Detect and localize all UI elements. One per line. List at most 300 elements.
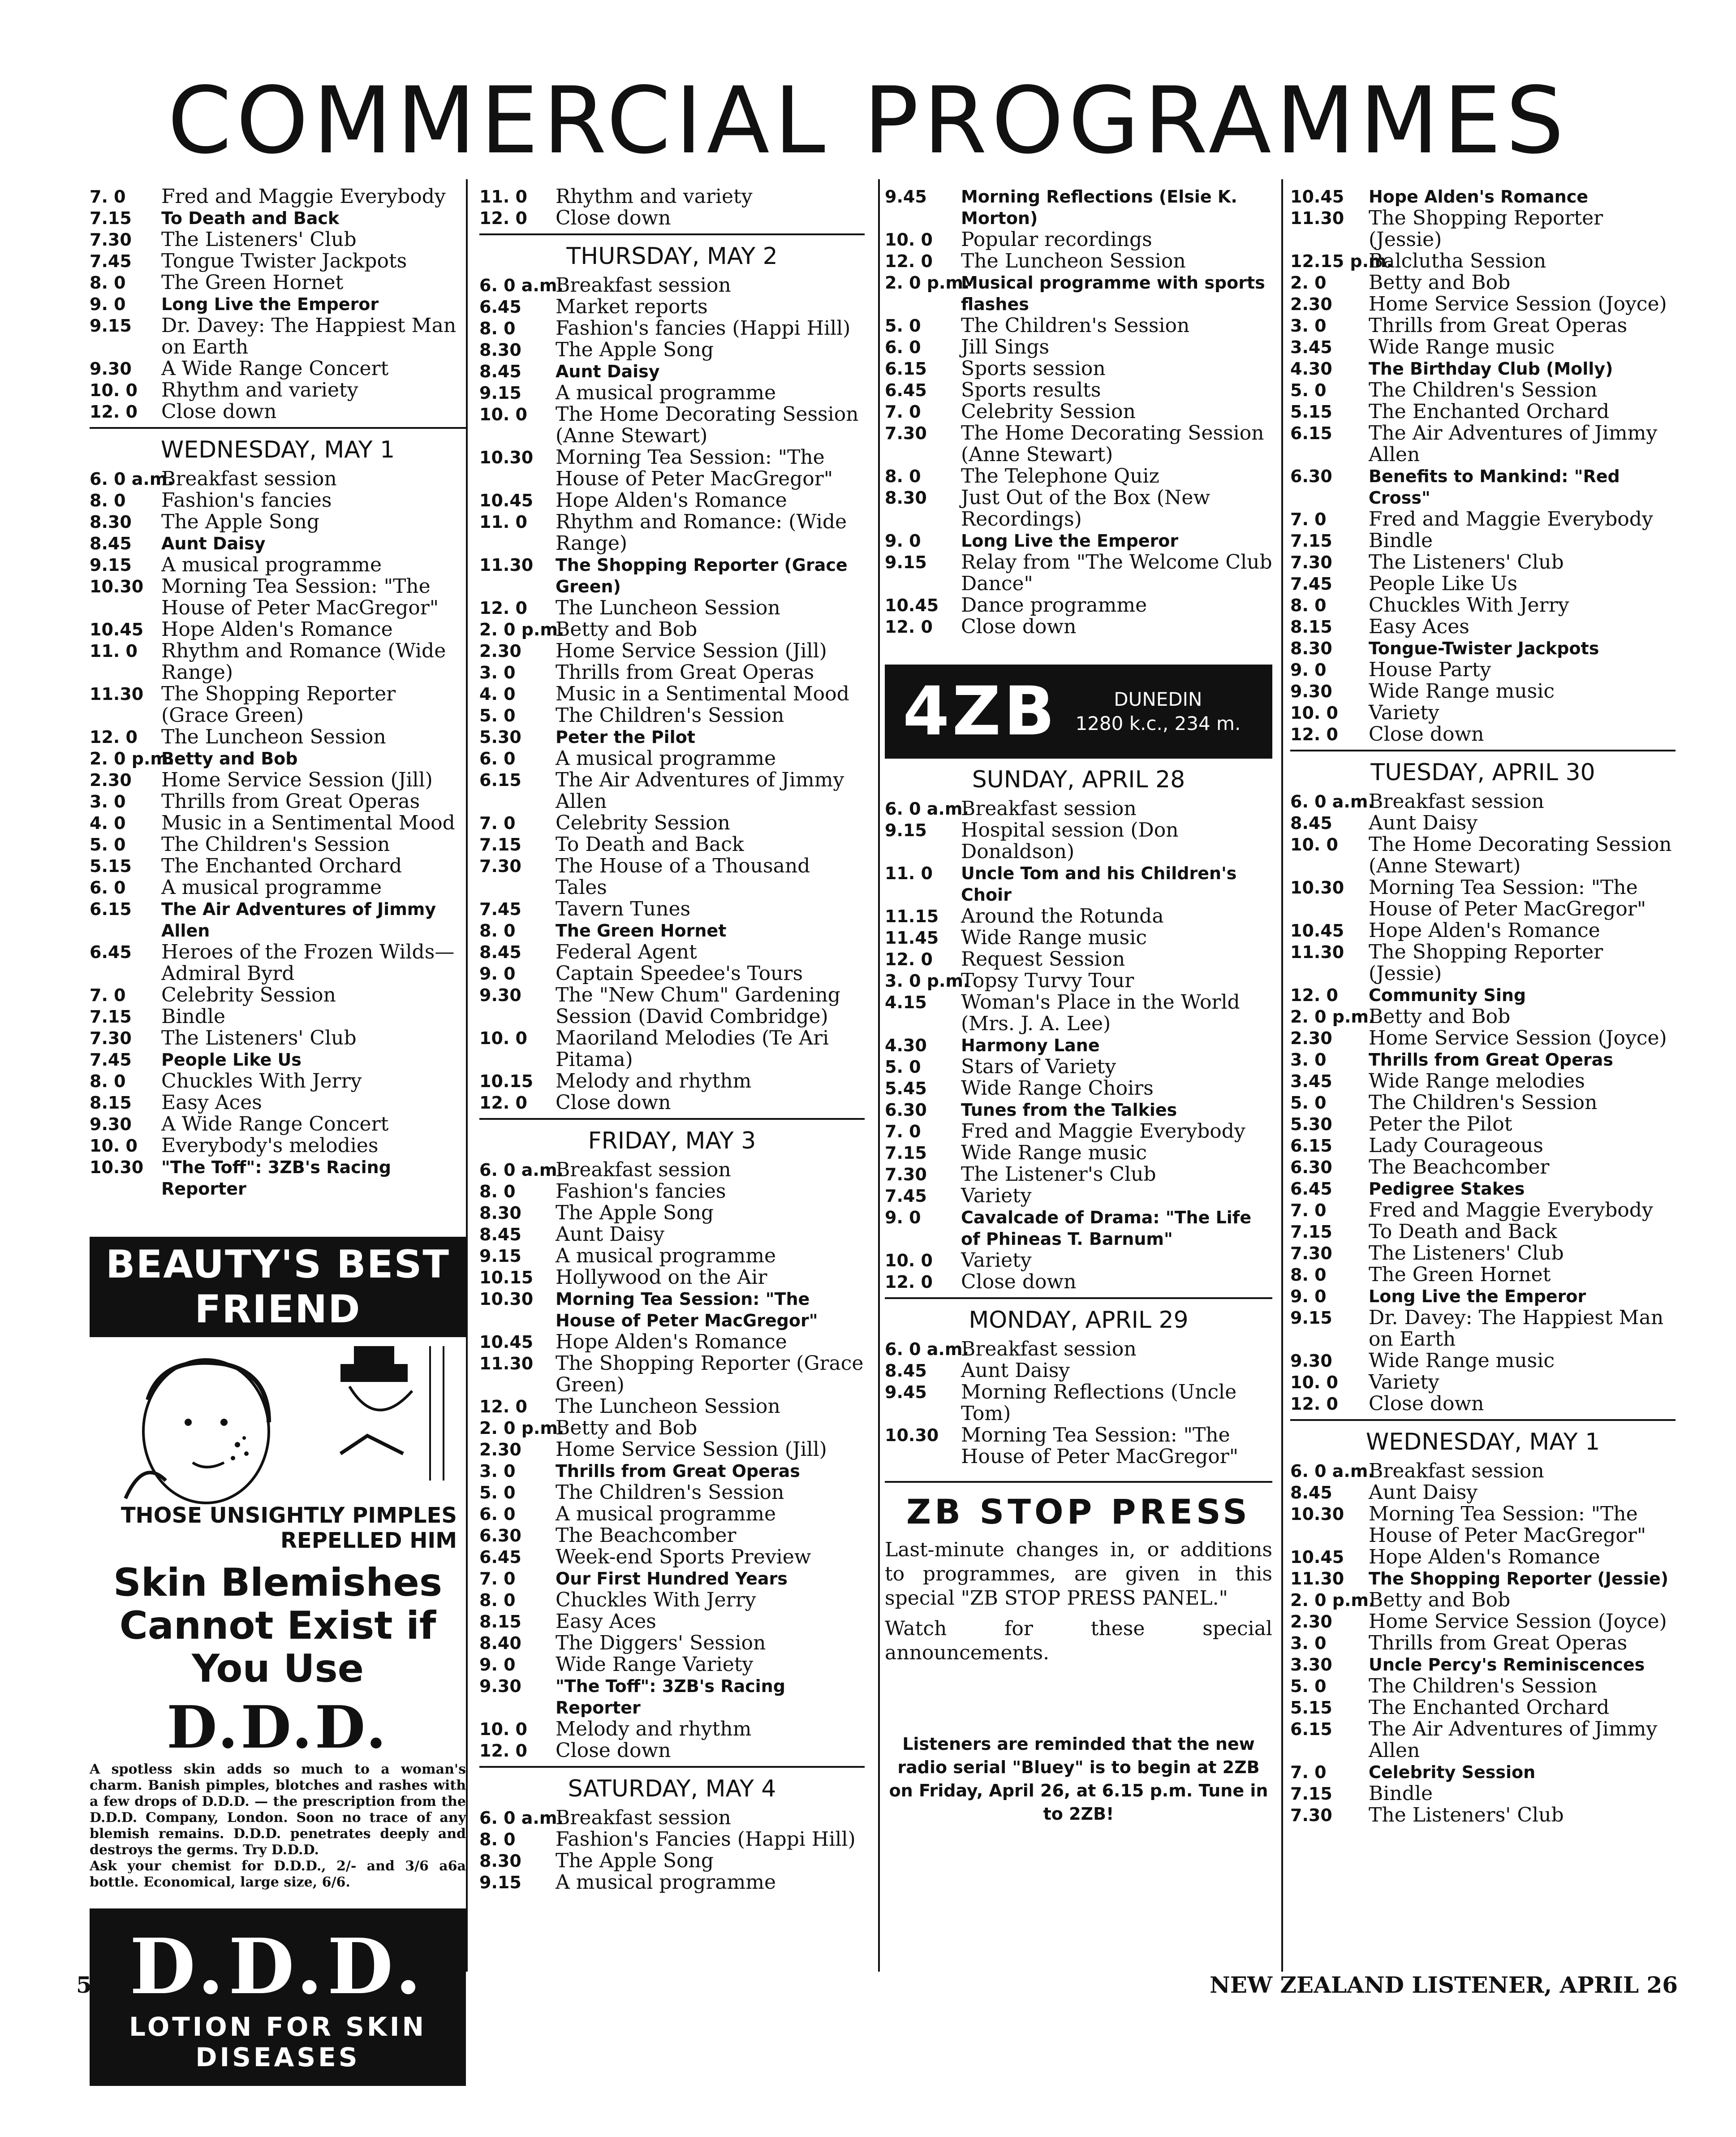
programme-title: The Children's Session — [1369, 1675, 1598, 1697]
programme-entry — [90, 683, 466, 726]
programme-entry — [479, 1267, 865, 1288]
programme-time: 6. 0 — [479, 1504, 516, 1524]
programme-time: 7. 0 — [1290, 509, 1327, 529]
programme-time: 12. 0 — [1290, 985, 1338, 1005]
programme-time: 7.30 — [90, 230, 132, 250]
programme-entry — [885, 337, 1272, 358]
programme-time: 11.30 — [1290, 942, 1344, 962]
programme-title: Tongue-Twister Jackpots — [1369, 639, 1599, 658]
day-heading: SUNDAY, APRIL 28 — [972, 766, 1185, 793]
programme-entry — [885, 250, 1272, 272]
programme-entry — [479, 1027, 865, 1071]
programme-title: Popular recordings — [961, 228, 1152, 251]
programme-title: Our First Hundred Years — [556, 1569, 788, 1589]
programme-time: 3.30 — [1290, 1655, 1332, 1675]
programme-time: 10.45 — [1290, 187, 1344, 207]
programme-time: 8. 0 — [479, 921, 516, 941]
programme-title: Chuckles With Jerry — [1369, 594, 1569, 617]
programme-entry — [1290, 1675, 1676, 1697]
programme-title: Market reports — [556, 295, 708, 318]
programme-title: The Shopping Reporter (Grace Green) — [556, 1352, 864, 1396]
programme-title: Wide Range Variety — [556, 1653, 754, 1676]
programme-time: 7. 0 — [885, 1122, 921, 1141]
programme-time: 10. 0 — [1290, 703, 1338, 723]
programme-time: 2. 0 p.m. — [90, 749, 175, 768]
programme-entry — [1290, 702, 1676, 724]
programme-time: 7.30 — [1290, 553, 1332, 572]
programme-title: Musical programme with sports flashes — [961, 273, 1265, 314]
programme-title: Home Service Session (Jill) — [556, 639, 827, 662]
programme-entry — [479, 186, 865, 207]
programme-title: Close down — [1369, 1392, 1484, 1415]
programme-time: 10. 0 — [885, 1251, 933, 1270]
programme-entry — [885, 530, 1272, 552]
programme-time: 8.30 — [885, 488, 927, 508]
programme-time: 9.30 — [479, 985, 521, 1005]
programme-entry — [885, 616, 1272, 638]
programme-title: Breakfast session — [961, 797, 1137, 820]
programme-title: The Enchanted Orchard — [1369, 400, 1610, 423]
programme-time: 9. 0 — [885, 1208, 921, 1227]
programme-time: 7.15 — [479, 835, 521, 855]
programme-title: Morning Tea Session: "The House of Peter MacGregor" — [556, 446, 833, 490]
programme-entry — [885, 466, 1272, 487]
programme-entry — [885, 552, 1272, 595]
programme-entry — [90, 250, 466, 272]
programme-entry — [1290, 1200, 1676, 1221]
programme-title: Hope Alden's Romance — [1369, 919, 1600, 942]
programme-entry — [90, 315, 466, 358]
programme-time: 9.15 — [1290, 1308, 1332, 1328]
programme-title: Close down — [961, 615, 1077, 638]
programme-entry — [885, 380, 1272, 401]
programme-entry — [1290, 1697, 1676, 1718]
programme-title: Request Session — [961, 948, 1125, 971]
programme-time: 9.45 — [885, 1382, 927, 1402]
programme-entry — [90, 834, 466, 855]
programme-title: Breakfast session — [1369, 790, 1544, 813]
programme-time: 11. 0 — [90, 641, 138, 661]
programme-entry — [90, 1157, 466, 1200]
programme-title: The Shopping Reporter (Jessie) — [1369, 1569, 1669, 1589]
programme-title: The Shopping Reporter (Jessie) — [1369, 941, 1603, 985]
programme-time: 2. 0 p.m. — [479, 1418, 564, 1438]
programme-title: Fashion's fancies (Happi Hill) — [556, 317, 851, 340]
programme-time: 5. 0 — [90, 835, 126, 855]
programme-time: 5.15 — [1290, 402, 1332, 422]
programme-entry — [479, 1525, 865, 1546]
programme-title: Morning Tea Session: "The House of Peter MacGregor" — [1369, 1502, 1646, 1547]
programme-title: The Children's Session — [556, 1481, 784, 1504]
programme-entry — [885, 970, 1272, 992]
programme-entry — [1290, 1221, 1676, 1243]
ad-brand: D.D.D. — [166, 1693, 389, 1761]
programme-entry — [479, 834, 865, 855]
ad-code: 6a — [448, 1858, 466, 1874]
programme-title: Morning Tea Session: "The House of Peter MacGregor" — [1369, 876, 1646, 920]
ad-logo: D.D.D. — [129, 1922, 426, 2012]
programme-time: 6. 0 a.m. — [90, 469, 174, 489]
programme-entry — [479, 963, 865, 984]
programme-time: 4. 0 — [479, 684, 516, 704]
programme-title: The "New Chum" Gardening Session (David Combridge) — [556, 984, 840, 1028]
programme-time: 8.45 — [479, 362, 521, 381]
programme-title: Rhythm and Romance (Wide Range) — [161, 639, 446, 684]
programme-time: 6.15 — [1290, 1136, 1332, 1156]
day-heading: MONDAY, APRIL 29 — [885, 1297, 1272, 1338]
programme-entry — [1290, 530, 1676, 552]
programme-title: The Telephone Quiz — [961, 465, 1159, 488]
column-2 — [479, 186, 865, 1893]
programme-title: Close down — [556, 1091, 671, 1114]
programme-time: 4.15 — [885, 993, 927, 1012]
programme-title: A musical programme — [161, 876, 382, 899]
programme-time: 8. 0 — [479, 1590, 516, 1610]
programme-time: 8.30 — [479, 1851, 521, 1871]
programme-title: Variety — [961, 1249, 1032, 1272]
programme-time: 8. 0 — [90, 491, 126, 510]
programme-time: 6.45 — [1290, 1179, 1332, 1199]
programme-entry — [479, 1092, 865, 1114]
programme-time: 9.30 — [90, 1114, 132, 1134]
programme-title: Sports session — [961, 357, 1106, 380]
programme-entry — [479, 1224, 865, 1245]
day-heading: THURSDAY, MAY 2 — [479, 233, 865, 275]
programme-time: 5. 0 — [1290, 380, 1327, 400]
programme-entry — [479, 1675, 865, 1718]
programme-entry — [885, 1056, 1272, 1078]
programme-time: 6. 0 a.m. — [1290, 792, 1374, 812]
programme-title: Balclutha Session — [1369, 250, 1546, 272]
programme-time: 12. 0 — [479, 1741, 527, 1761]
programme-title: The Listeners' Club — [1369, 1804, 1564, 1826]
programme-title: Easy Aces — [556, 1610, 656, 1633]
programme-title: Maoriland Melodies (Te Ari Pitama) — [556, 1027, 829, 1071]
programme-time: 8.45 — [1290, 1483, 1332, 1502]
programme-entry — [479, 920, 865, 941]
programme-time: 11. 0 — [479, 512, 527, 532]
programme-entry — [479, 404, 865, 447]
programme-entry — [479, 1396, 865, 1417]
programme-title: The Luncheon Session — [556, 1395, 780, 1418]
stop-press-watch: Watch for these special announcements. — [885, 1617, 1272, 1664]
programme-title: Music in a Sentimental Mood — [556, 682, 849, 705]
programme-entry — [479, 296, 865, 318]
programme-title: Uncle Tom and his Children's Choir — [961, 863, 1237, 905]
programme-time: 10.30 — [479, 1289, 534, 1309]
programme-time: 4. 0 — [90, 813, 126, 833]
programme-time: 3. 0 — [1290, 316, 1327, 336]
programme-entry — [1290, 659, 1676, 681]
programme-title: Variety — [1369, 701, 1439, 724]
day-heading: WEDNESDAY, MAY 1 — [90, 427, 466, 468]
programme-title: The Apple Song — [556, 1201, 714, 1224]
programme-title: Wide Range Choirs — [961, 1077, 1154, 1100]
programme-time: 9. 0 — [1290, 1287, 1327, 1306]
programme-entry — [1290, 1114, 1676, 1135]
programme-title: The Air Adventures of Jimmy Allen — [1369, 1718, 1658, 1762]
programme-entry — [90, 358, 466, 380]
programme-title: The House of a Thousand Tales — [556, 855, 810, 899]
programme-entry — [1290, 1350, 1676, 1372]
programme-title: The Luncheon Session — [556, 596, 780, 619]
programme-entry — [479, 554, 865, 597]
programme-title: Breakfast session — [1369, 1459, 1544, 1482]
programme-time: 8.15 — [90, 1093, 132, 1113]
programme-entry — [90, 1135, 466, 1157]
programme-time: 6. 0 a.m. — [1290, 1461, 1374, 1481]
ad-illustration — [90, 1346, 466, 1521]
programme-time: 10. 0 — [479, 405, 527, 424]
programme-time: 5. 0 — [479, 706, 516, 725]
programme-entry — [479, 1503, 865, 1525]
programme-title: The Enchanted Orchard — [161, 855, 402, 877]
programme-title: Variety — [1369, 1371, 1439, 1394]
programme-time: 6. 0 a.m. — [479, 276, 564, 295]
programme-title: The Birthday Club (Molly) — [1369, 359, 1613, 379]
programme-title: Home Service Session (Jill) — [556, 1438, 827, 1461]
programme-time: 2.30 — [90, 770, 132, 790]
programme-title: Close down — [556, 207, 671, 229]
programme-time: 8.30 — [1290, 639, 1332, 658]
programme-time: 6.30 — [1290, 466, 1332, 486]
programme-time: 6.15 — [90, 899, 132, 919]
programme-title: House Party — [1369, 658, 1491, 681]
programme-entry — [479, 511, 865, 554]
programme-title: Aunt Daisy — [556, 362, 660, 381]
bluey-notice: Listeners are reminded that the new radio serial "Bluey" is to begin at 2ZB on Friday, April 26, at 6.15 p.m. Tune in to 2ZB! — [889, 1734, 1268, 1824]
programme-entry — [479, 748, 865, 769]
programme-title: Hope Alden's Romance — [161, 618, 393, 641]
programme-entry — [479, 207, 865, 229]
programme-title: Dr. Davey: The Happiest Man on Earth — [1369, 1306, 1664, 1351]
programme-entry — [1290, 315, 1676, 337]
programme-entry — [479, 1807, 865, 1829]
programme-entry — [885, 906, 1272, 927]
programme-entry — [479, 1632, 865, 1654]
programme-entry — [90, 941, 466, 984]
programme-title: Long Live the Emperor — [161, 294, 379, 314]
programme-title: The Listener's Club — [961, 1163, 1156, 1186]
programme-title: Close down — [961, 1270, 1077, 1293]
programme-entry — [90, 380, 466, 401]
programme-time: 7.15 — [1290, 531, 1332, 551]
programme-entry — [479, 318, 865, 339]
programme-entry — [90, 1027, 466, 1049]
programme-entry — [1290, 1178, 1676, 1200]
programme-time: 11.30 — [1290, 1569, 1344, 1589]
programme-time: 11. 0 — [479, 187, 527, 207]
programme-title: The Air Adventures of Jimmy Allen — [556, 768, 844, 813]
programme-entry — [479, 640, 865, 662]
programme-entry — [1290, 1092, 1676, 1114]
programme-time: 10. 0 — [479, 1028, 527, 1048]
programme-time: 8.15 — [479, 1612, 521, 1632]
programme-title: Thrills from Great Operas — [1369, 1050, 1613, 1070]
programme-title: Music in a Sentimental Mood — [161, 812, 455, 834]
programme-time: 3. 0 — [479, 663, 516, 682]
programme-time: 7. 0 — [90, 187, 126, 207]
programme-time: 3. 0 — [1290, 1633, 1327, 1653]
programme-time: 11. 0 — [885, 863, 933, 883]
programme-time: 7.15 — [885, 1143, 927, 1163]
programme-entry — [90, 769, 466, 791]
programme-entry — [479, 382, 865, 404]
programme-title: Morning Tea Session: "The House of Peter MacGregor" — [961, 1424, 1239, 1468]
programme-time: 8.30 — [479, 1203, 521, 1223]
programme-time: 3. 0 — [1290, 1050, 1327, 1070]
programme-entry — [90, 984, 466, 1006]
programme-title: Just Out of the Box (New Recordings) — [961, 486, 1210, 531]
programme-title: Morning Tea Session: "The House of Peter MacGregor" — [556, 1289, 818, 1330]
programme-time: 6.30 — [1290, 1157, 1332, 1177]
programme-entry — [885, 1250, 1272, 1271]
programme-title: The Green Hornet — [1369, 1263, 1551, 1286]
programme-time: 6.15 — [1290, 1719, 1332, 1739]
programme-time: 6.15 — [885, 359, 927, 379]
programme-entry — [1290, 1482, 1676, 1503]
programme-title: A Wide Range Concert — [161, 1113, 389, 1135]
programme-title: Easy Aces — [1369, 615, 1469, 638]
programme-entry — [479, 1568, 865, 1589]
programme-time: 2.30 — [479, 641, 521, 661]
programme-title: Relay from "The Welcome Club Dance" — [961, 551, 1272, 595]
programme-entry — [479, 1460, 865, 1482]
programme-title: The Apple Song — [161, 510, 320, 533]
programme-title: Everybody's melodies — [161, 1134, 379, 1157]
station-city: DUNEDIN — [1114, 688, 1202, 710]
programme-entry — [885, 1381, 1272, 1425]
programme-title: The Children's Session — [961, 314, 1190, 337]
programme-title: Hospital session (Don Donaldson) — [961, 819, 1179, 863]
programme-entry — [885, 487, 1272, 530]
programme-entry — [1290, 1805, 1676, 1826]
programme-entry — [479, 1439, 865, 1460]
programme-time: 2. 0 p.m. — [479, 620, 564, 639]
programme-entry — [90, 877, 466, 898]
programme-time: 7.45 — [90, 251, 132, 271]
programme-title: Jill Sings — [961, 336, 1050, 358]
programme-entry — [90, 490, 466, 511]
programme-title: To Death and Back — [556, 833, 744, 856]
programme-title: Breakfast session — [556, 274, 731, 297]
programme-time: 12. 0 — [479, 208, 527, 228]
programme-entry — [479, 1071, 865, 1092]
programme-entry — [1290, 724, 1676, 745]
programme-time: 5. 0 — [1290, 1676, 1327, 1696]
programme-time: 10.45 — [90, 620, 144, 639]
programme-title: Betty and Bob — [556, 618, 698, 641]
programme-title: Hope Alden's Romance — [556, 489, 787, 512]
programme-entry — [1290, 941, 1676, 984]
programme-entry — [885, 863, 1272, 906]
programme-title: Federal Agent — [556, 941, 697, 963]
programme-entry — [1290, 877, 1676, 920]
programme-title: Fred and Maggie Everybody — [1369, 508, 1653, 531]
programme-time: 6.45 — [885, 380, 927, 400]
programme-title: Thrills from Great Operas — [556, 661, 814, 684]
column-rule — [1281, 179, 1283, 1972]
programme-entry — [90, 855, 466, 877]
programme-title: Morning Tea Session: "The House of Peter MacGregor" — [161, 575, 439, 619]
programme-entry — [479, 1740, 865, 1761]
programme-entry — [90, 1006, 466, 1027]
ad-body-text: A spotless skin adds so much to a woman's charm. Banish pimples, blotches and rashes with a few drops of D.D.D. — the prescription from the D.D.D. Company, London. Soon no trace of any blemish remains. D.D.D. penetrates deeply and destroys the germs. Try D.D.D. — [90, 1761, 466, 1858]
programme-entry — [1290, 920, 1676, 941]
programme-time: 10.30 — [479, 448, 534, 467]
programme-time: 9.45 — [885, 187, 927, 207]
programme-entry — [885, 949, 1272, 970]
programme-title: The Air Adventures of Jimmy Allen — [161, 899, 436, 941]
programme-title: Close down — [1369, 723, 1484, 746]
programme-time: 9.15 — [90, 316, 132, 336]
programme-time: 7.15 — [90, 208, 132, 228]
day-heading: TUESDAY, APRIL 30 — [1290, 750, 1676, 791]
programme-entry — [479, 662, 865, 683]
programme-title: Wide Range music — [961, 1141, 1147, 1164]
programme-entry — [479, 361, 865, 382]
programme-time: 6.45 — [479, 1547, 521, 1567]
programme-title: Lady Courageous — [1369, 1134, 1543, 1157]
programme-title: Celebrity Session — [556, 812, 730, 834]
programme-title: Tunes from the Talkies — [961, 1100, 1177, 1120]
programme-time: 6.15 — [479, 770, 521, 790]
programme-title: The Children's Session — [1369, 379, 1598, 401]
programme-title: To Death and Back — [1369, 1220, 1557, 1243]
page-number: 52 — [76, 1972, 108, 1998]
programme-title: The Listeners' Club — [161, 1027, 357, 1049]
programme-time: 8. 0 — [90, 1071, 126, 1091]
programme-time: 12. 0 — [479, 598, 527, 618]
programme-time: 10.30 — [1290, 1504, 1344, 1524]
programme-time: 9.30 — [1290, 1351, 1332, 1371]
programme-time: 11.45 — [885, 928, 939, 948]
programme-title: Thrills from Great Operas — [1369, 1632, 1628, 1654]
programme-title: The Green Hornet — [556, 921, 727, 941]
programme-title: Rhythm and variety — [161, 379, 358, 401]
programme-entry — [479, 1482, 865, 1503]
programme-time: 7. 0 — [90, 985, 126, 1005]
station-frequency: 1280 k.c., 234 m. — [1075, 712, 1241, 734]
programme-time: 9. 0 — [479, 964, 516, 984]
programme-time: 9.15 — [479, 1246, 521, 1266]
column-1 — [90, 186, 466, 1200]
programme-entry — [1290, 207, 1676, 250]
programme-entry — [885, 401, 1272, 423]
programme-entry — [479, 275, 865, 296]
programme-time: 3.45 — [1290, 1071, 1332, 1091]
programme-entry — [90, 229, 466, 250]
programme-entry — [90, 1071, 466, 1092]
programme-entry — [479, 1718, 865, 1740]
programme-title: Hollywood on the Air — [556, 1266, 767, 1289]
programme-time: 3.45 — [1290, 337, 1332, 357]
programme-entry — [479, 812, 865, 834]
programme-title: Fred and Maggie Everybody — [1369, 1199, 1653, 1222]
programme-entry — [1290, 681, 1676, 702]
programme-title: Fred and Maggie Everybody — [961, 1120, 1245, 1143]
programme-entry — [90, 272, 466, 294]
programme-entry — [885, 1035, 1272, 1056]
programme-entry — [1290, 337, 1676, 358]
programme-entry — [1290, 595, 1676, 616]
programme-title: The Children's Session — [556, 704, 784, 727]
programme-entry — [1290, 272, 1676, 294]
programme-entry — [1290, 1157, 1676, 1178]
programme-time: 8.30 — [90, 512, 132, 532]
programme-time: 7.30 — [479, 856, 521, 876]
programme-time: 5. 0 — [885, 1057, 921, 1077]
